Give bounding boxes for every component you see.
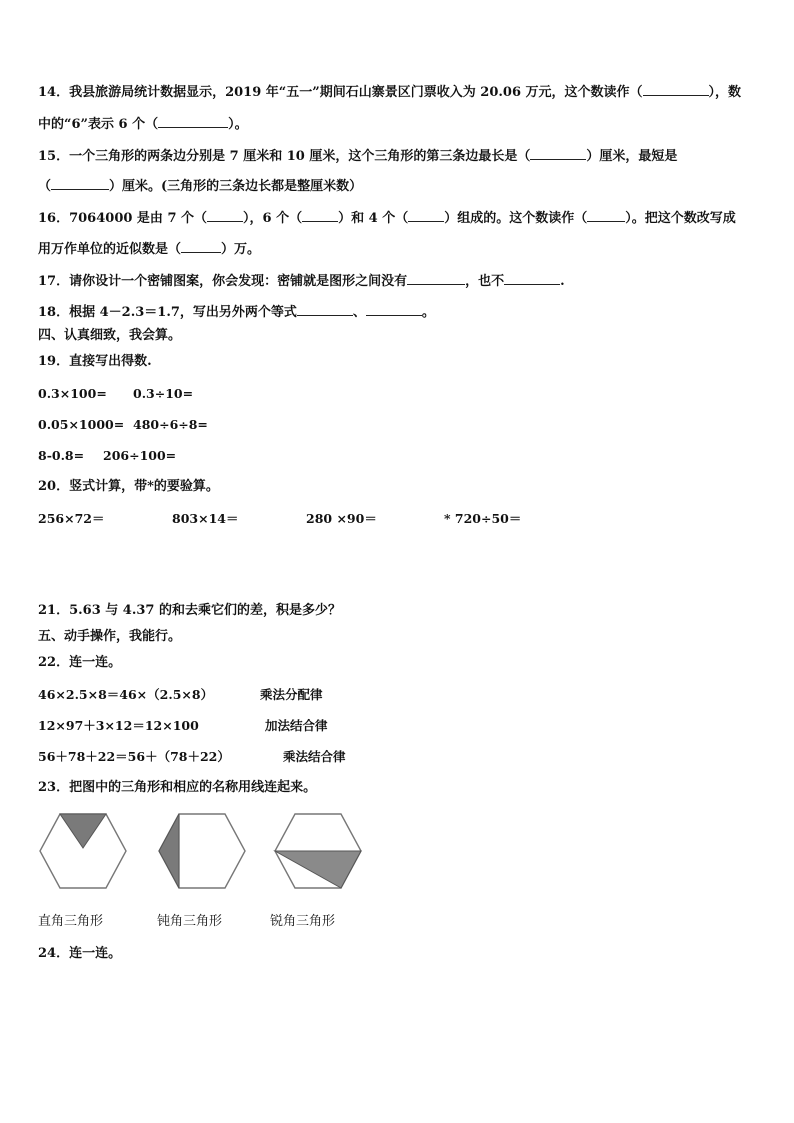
q17-answer-blank-1[interactable] xyxy=(407,272,465,285)
q17-text-a: 17．请你设计一个密铺图案，你会发现：密铺就是图形之间没有 xyxy=(38,274,408,289)
q15-text-a: 15．一个三角形的两条边分别是 7 厘米和 10 厘米，这个三角形的第三条边最长是（ xyxy=(38,149,531,164)
q22-expression: 46×2.5×8＝46×（2.5×8） xyxy=(38,687,214,702)
q21-text: 21．5.63 与 4.37 的和去乘它们的差，积是多少？ xyxy=(38,603,341,618)
q18-answer-blank-2[interactable] xyxy=(366,303,422,316)
q14-line2 xyxy=(38,115,248,133)
q22-law[interactable]: 乘法分配律 xyxy=(260,687,323,702)
q14-answer-blank-2[interactable] xyxy=(158,115,228,128)
section-5-heading: 五、动手操作，我能行。 xyxy=(38,629,182,644)
q20-title: 20．竖式计算，带*的要验算。 xyxy=(38,479,219,494)
q16-answer-blank-3[interactable] xyxy=(408,209,444,222)
q17-text-b: ，也不 xyxy=(465,274,505,289)
acute-triangle-shape[interactable] xyxy=(275,851,361,888)
q17-answer-blank-2[interactable] xyxy=(504,272,560,285)
q18-text-b: 、 xyxy=(352,305,366,320)
q16-answer-blank-5[interactable] xyxy=(181,240,221,253)
q15-text-b: ）厘米，最短是 xyxy=(586,149,678,164)
q16-text-e: ）。把这个数改写成 xyxy=(625,211,736,226)
obtuse-triangle-shape[interactable] xyxy=(159,814,179,888)
section-4-heading: 四、认真细致，我会算。 xyxy=(38,328,182,343)
q19-item: 480÷6÷8= xyxy=(133,417,208,432)
q19-item: 206÷100= xyxy=(103,448,177,463)
q17-line xyxy=(38,272,565,290)
q14-line1 xyxy=(38,83,741,101)
q16-text-b: ），6 个（ xyxy=(243,211,303,226)
q16-text-d: ）组成的。这个数读作（ xyxy=(444,211,588,226)
q18-text-a: 18．根据 4－2.3＝1.7，写出另外两个等式 xyxy=(38,305,297,320)
q22-expression: 12×97＋3×12＝12×100 xyxy=(38,718,199,733)
q24-title: 24．连一连。 xyxy=(38,946,122,961)
triangle-name-label[interactable]: 直角三角形 xyxy=(38,914,104,929)
q16-text-f: 用万作单位的近似数是（ xyxy=(38,242,182,257)
q19-item: 0.3×100= xyxy=(38,386,107,401)
q14-text-c: 中的“6”表示 6 个（ xyxy=(38,117,159,132)
q20-item: 280 ×90＝ xyxy=(306,511,377,526)
q18-line xyxy=(38,303,435,321)
q15-line2 xyxy=(38,177,362,195)
q17-text-c: . xyxy=(560,274,565,289)
q14-answer-blank-1[interactable] xyxy=(643,83,709,96)
q15-line1 xyxy=(38,147,677,165)
q15-answer-blank-2[interactable] xyxy=(51,177,109,190)
q19-title: 19．直接写出得数. xyxy=(38,354,152,369)
q20-item: 256×72＝ xyxy=(38,511,105,526)
triangle-name-label[interactable]: 钝角三角形 xyxy=(157,914,223,929)
q16-line2 xyxy=(38,240,260,258)
q15-text-d: ）厘米。(三角形的三条边长都是整厘米数） xyxy=(109,179,363,194)
q22-title: 22．连一连。 xyxy=(38,655,122,670)
hexagon-figure-1 xyxy=(38,812,128,890)
q16-answer-blank-1[interactable] xyxy=(207,209,243,222)
q16-text-a: 16．7064000 是由 7 个（ xyxy=(38,211,208,226)
hexagon-figure-3 xyxy=(273,812,363,890)
q19-item: 8-0.8= xyxy=(38,448,85,463)
q19-item: 0.05×1000= xyxy=(38,417,125,432)
q15-answer-blank-1[interactable] xyxy=(530,147,586,160)
q16-text-g: ）万。 xyxy=(221,242,261,257)
q22-expression: 56＋78＋22＝56＋（78＋22） xyxy=(38,749,230,764)
q18-text-c: 。 xyxy=(421,305,435,320)
q19-item: 0.3÷10= xyxy=(133,386,194,401)
triangle-name-label[interactable]: 锐角三角形 xyxy=(270,914,336,929)
q20-item: 803×14＝ xyxy=(172,511,239,526)
q14-text-a: 14．我县旅游局统计数据显示，2019 年“五一”期间石山寨景区门票收入为 20.06 万元，这个数读作（ xyxy=(38,85,643,100)
q16-line1 xyxy=(38,209,736,227)
q18-answer-blank-1[interactable] xyxy=(297,303,353,316)
q16-answer-blank-2[interactable] xyxy=(302,209,338,222)
q16-answer-blank-4[interactable] xyxy=(587,209,625,222)
hexagon-figure-2 xyxy=(157,812,247,890)
q15-text-c: （ xyxy=(38,179,52,194)
right-triangle-shape[interactable] xyxy=(60,814,106,848)
q20-item: * 720÷50＝ xyxy=(444,511,522,526)
q22-law[interactable]: 乘法结合律 xyxy=(283,749,346,764)
q14-text-d: ）。 xyxy=(228,117,248,132)
q14-text-b: ），数 xyxy=(708,85,742,100)
q16-text-c: ）和 4 个（ xyxy=(338,211,409,226)
q22-law[interactable]: 加法结合律 xyxy=(265,718,328,733)
q23-title: 23．把图中的三角形和相应的名称用线连起来。 xyxy=(38,780,317,795)
